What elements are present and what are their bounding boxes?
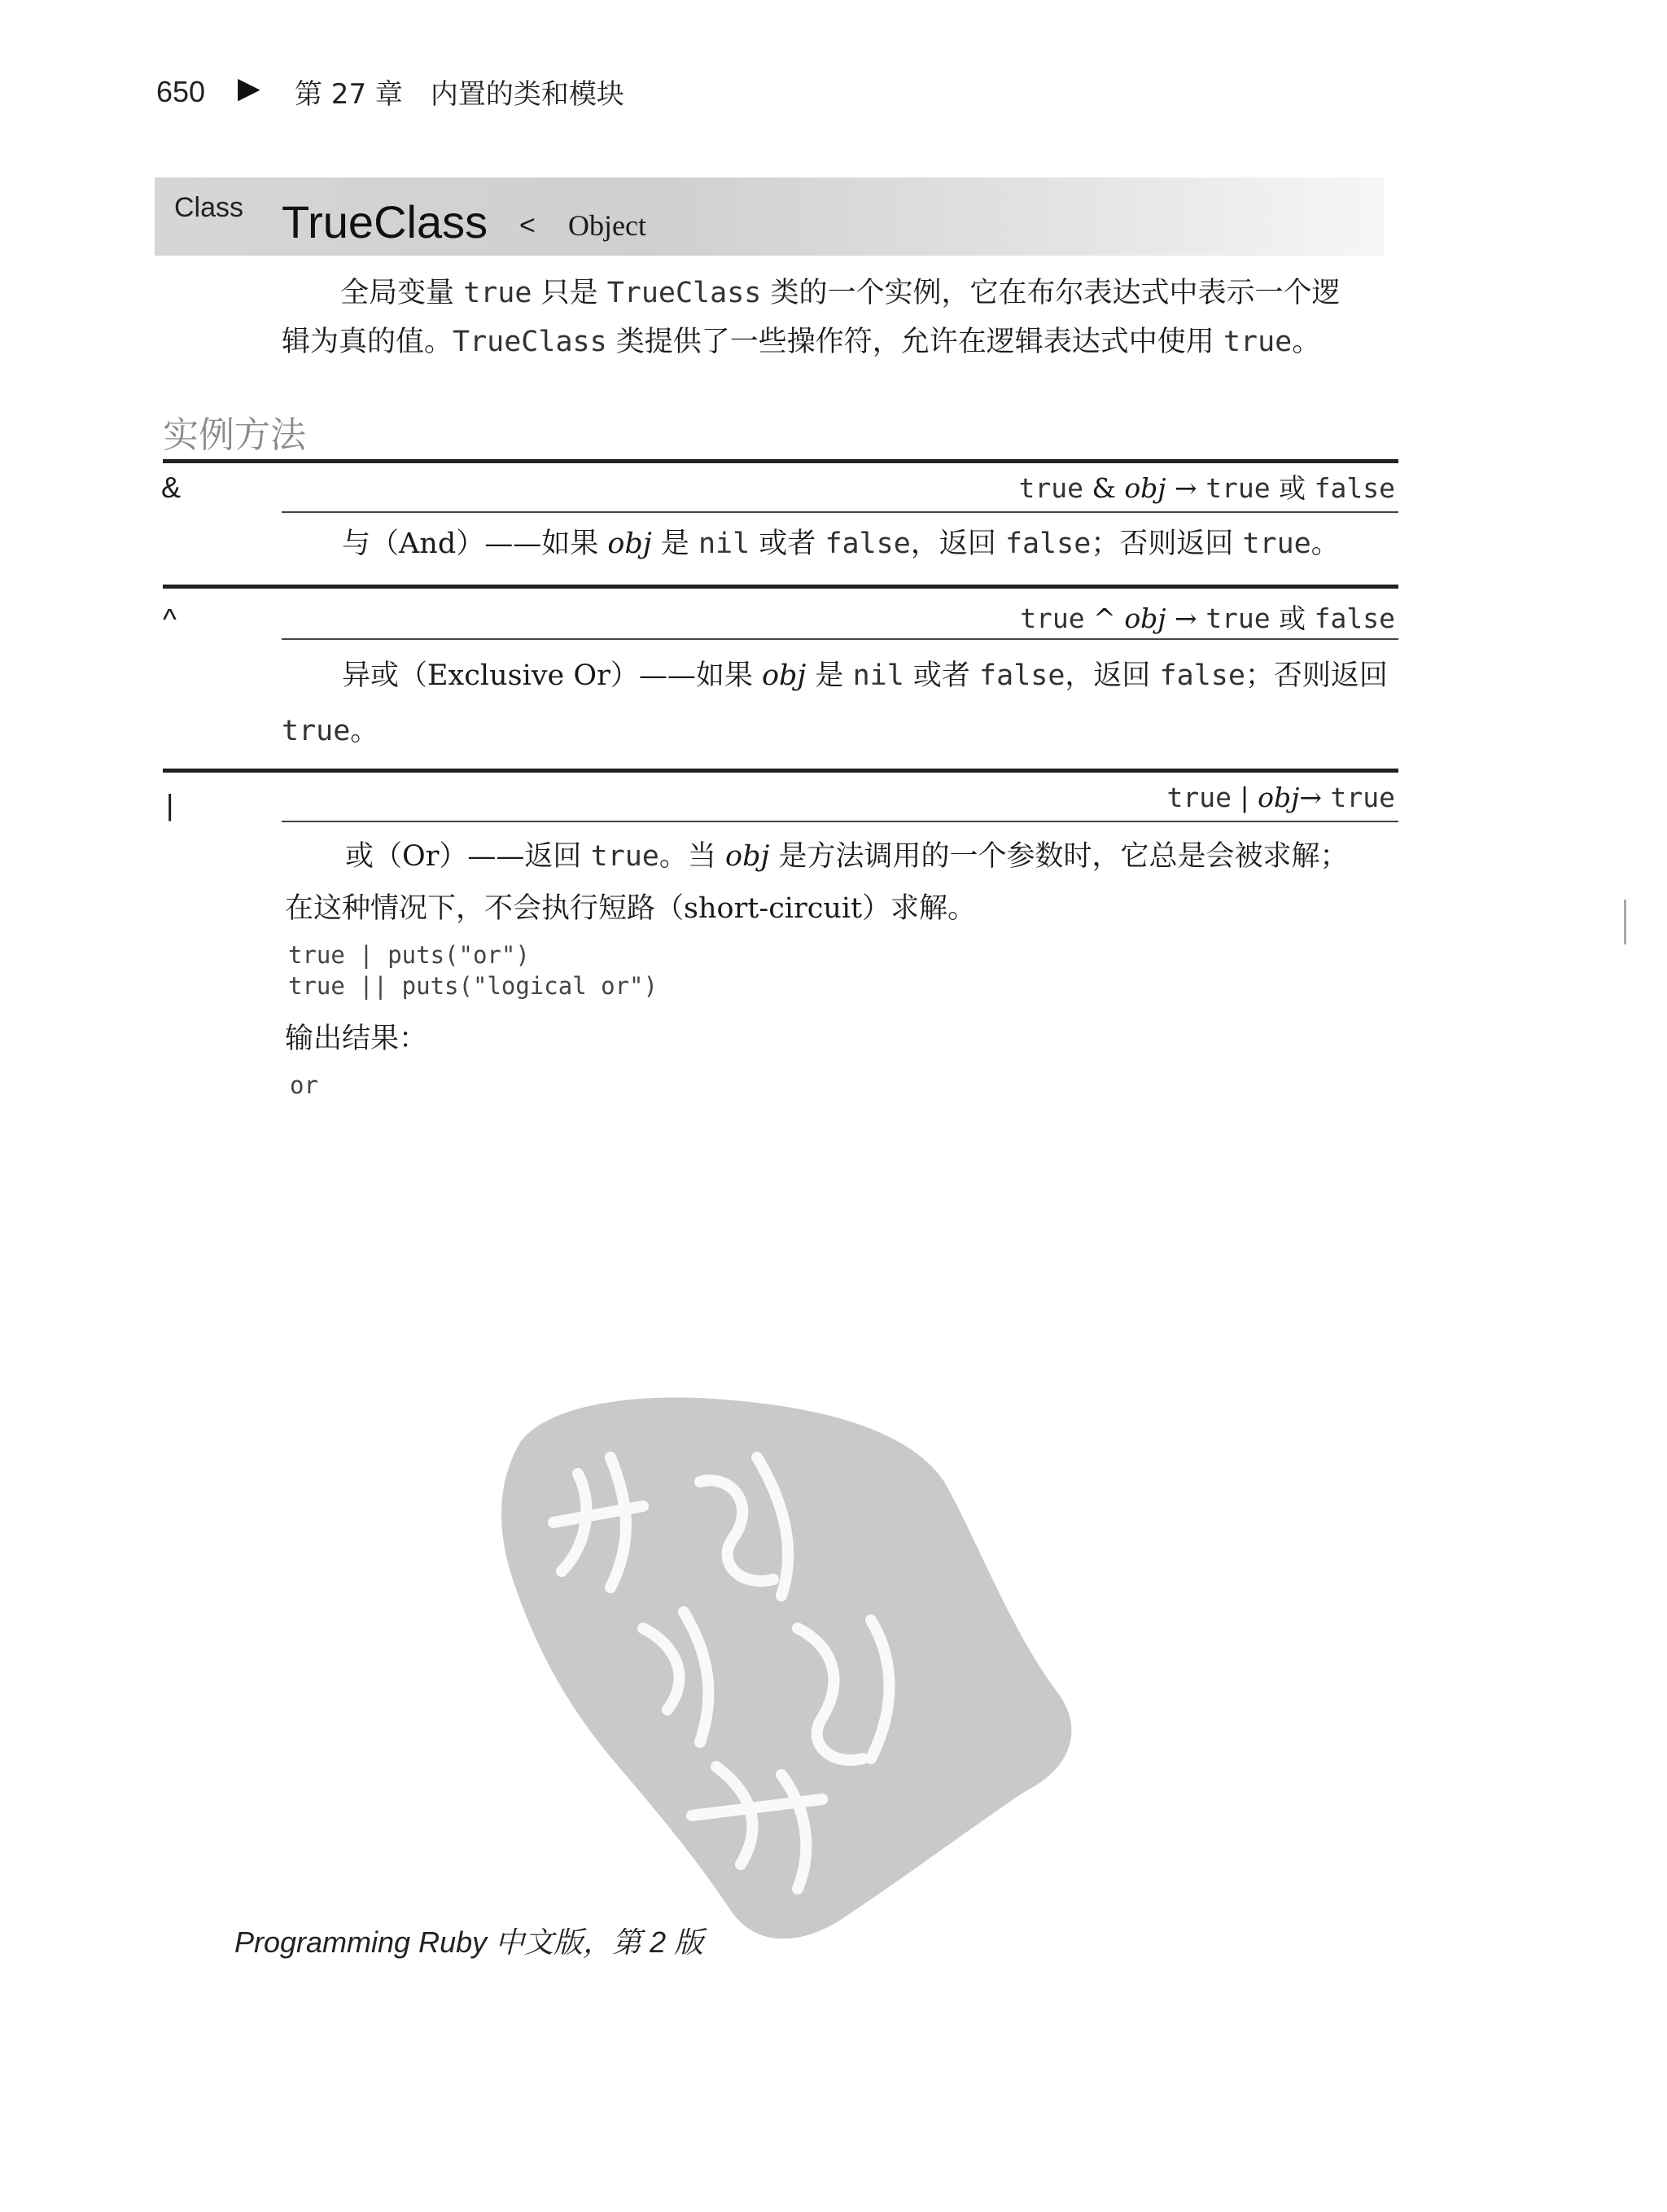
text-run: 。当 — [658, 840, 725, 873]
text-run: → — [1299, 782, 1331, 813]
inline-code: nil — [698, 528, 750, 560]
footer-book-title: Programming Ruby 中文版，第 2 版 — [234, 1925, 704, 1959]
inline-code: true — [1205, 472, 1271, 504]
text-run: 与（And）——如果 — [342, 528, 608, 560]
inline-code: true — [282, 715, 351, 747]
method-signature — [1018, 467, 1395, 506]
method-description — [345, 832, 1348, 881]
signature-rule — [282, 511, 1398, 513]
italic-term: obj — [1124, 602, 1166, 634]
text-run: 类提供了一些操作符，允许在逻辑表达式中使用 — [606, 326, 1223, 358]
inline-code: false — [1004, 528, 1092, 560]
page-number: 650 — [156, 75, 206, 108]
class-keyword: Class — [174, 192, 244, 223]
italic-term: obj — [607, 528, 652, 560]
italic-term: obj — [1258, 782, 1300, 813]
method-description — [282, 707, 378, 756]
text-run: ^ — [1084, 602, 1125, 634]
inline-code: TrueClass — [453, 326, 607, 358]
inline-code: true — [463, 277, 532, 309]
method-rule-top — [163, 769, 1398, 773]
text-run: ，返回 — [1065, 659, 1160, 692]
inline-code: false — [1314, 602, 1395, 634]
text-run: 或 — [1270, 472, 1315, 504]
text-run: | — [1232, 782, 1258, 813]
inline-code: true — [1205, 602, 1271, 634]
text-run: 或者 — [750, 528, 825, 560]
text-run: → — [1166, 472, 1206, 504]
text-run: 。 — [1292, 326, 1321, 358]
inline-code: true — [1018, 472, 1083, 504]
text-run: → — [1166, 602, 1206, 634]
italic-term: obj — [1124, 472, 1166, 504]
inline-code: true — [1223, 326, 1293, 358]
inline-code: false — [979, 659, 1065, 692]
text-run: ；否则返回 — [1091, 528, 1243, 560]
method-rule-top — [163, 585, 1398, 589]
chapter-title: 第 27 章 内置的类和模块 — [295, 78, 624, 111]
text-run: 辑为真的值。 — [282, 326, 453, 358]
inline-code: true — [1020, 602, 1085, 634]
text-run: ，返回 — [910, 528, 1005, 560]
class-name: TrueClass — [282, 196, 488, 247]
inline-code: true — [590, 840, 659, 873]
inline-code: false — [1159, 659, 1245, 692]
margin-mark — [1624, 900, 1626, 944]
method-signature — [1167, 782, 1395, 813]
text-run: 或（Or）——返回 — [345, 840, 591, 873]
signature-rule — [282, 821, 1398, 822]
section-title: 实例方法 — [163, 414, 306, 456]
text-run: 或者 — [904, 659, 980, 692]
inherits-symbol: < — [519, 210, 536, 241]
text-run: 。 — [1310, 528, 1340, 560]
text-run: 是 — [806, 659, 853, 692]
italic-term: obj — [761, 659, 807, 692]
text-run: 。 — [350, 715, 379, 747]
inline-code: false — [825, 528, 911, 560]
inline-code: true — [1166, 782, 1232, 813]
method-description — [285, 884, 976, 933]
italic-term: obj — [725, 840, 770, 873]
text-run: ；否则返回 — [1245, 659, 1388, 692]
intro-line-2 — [282, 318, 1320, 366]
output-text: or — [290, 1071, 318, 1099]
header-arrow-icon: ▶ — [238, 72, 260, 105]
method-signature — [1020, 598, 1395, 636]
text-run: 只是 — [532, 277, 607, 309]
text-run: 全局变量 — [340, 277, 464, 309]
output-label: 输出结果： — [285, 1023, 428, 1055]
inline-code: true — [1330, 782, 1395, 813]
inline-code: false — [1314, 472, 1395, 504]
text-run: 是 — [651, 528, 698, 560]
signature-rule — [282, 638, 1398, 640]
inline-code: nil — [852, 659, 904, 692]
method-description — [342, 651, 1388, 700]
text-run: & — [1083, 472, 1125, 504]
text-run: 在这种情况下，不会执行短路（short-circuit）求解。 — [285, 892, 977, 925]
intro-line-1 — [340, 269, 1341, 318]
text-run: 类的一个实例，它在布尔表达式中表示一个逻 — [761, 277, 1341, 309]
parent-class: Object — [568, 209, 646, 242]
code-line: true | puts("or") — [288, 941, 530, 969]
inline-code: TrueClass — [606, 277, 762, 309]
method-rule-top — [163, 459, 1398, 463]
method-symbol: | — [166, 788, 174, 821]
method-symbol: & — [161, 471, 182, 504]
text-run: 或 — [1270, 602, 1315, 634]
inline-code: true — [1242, 528, 1311, 560]
text-run: 异或（Exclusive Or）——如果 — [342, 659, 762, 692]
method-description — [342, 519, 1340, 568]
method-symbol: ^ — [163, 602, 177, 636]
text-run: 是方法调用的一个参数时，它总是会被求解； — [769, 840, 1349, 873]
seal-watermark — [488, 1384, 1091, 1954]
code-line: true || puts("logical or") — [288, 972, 658, 1000]
